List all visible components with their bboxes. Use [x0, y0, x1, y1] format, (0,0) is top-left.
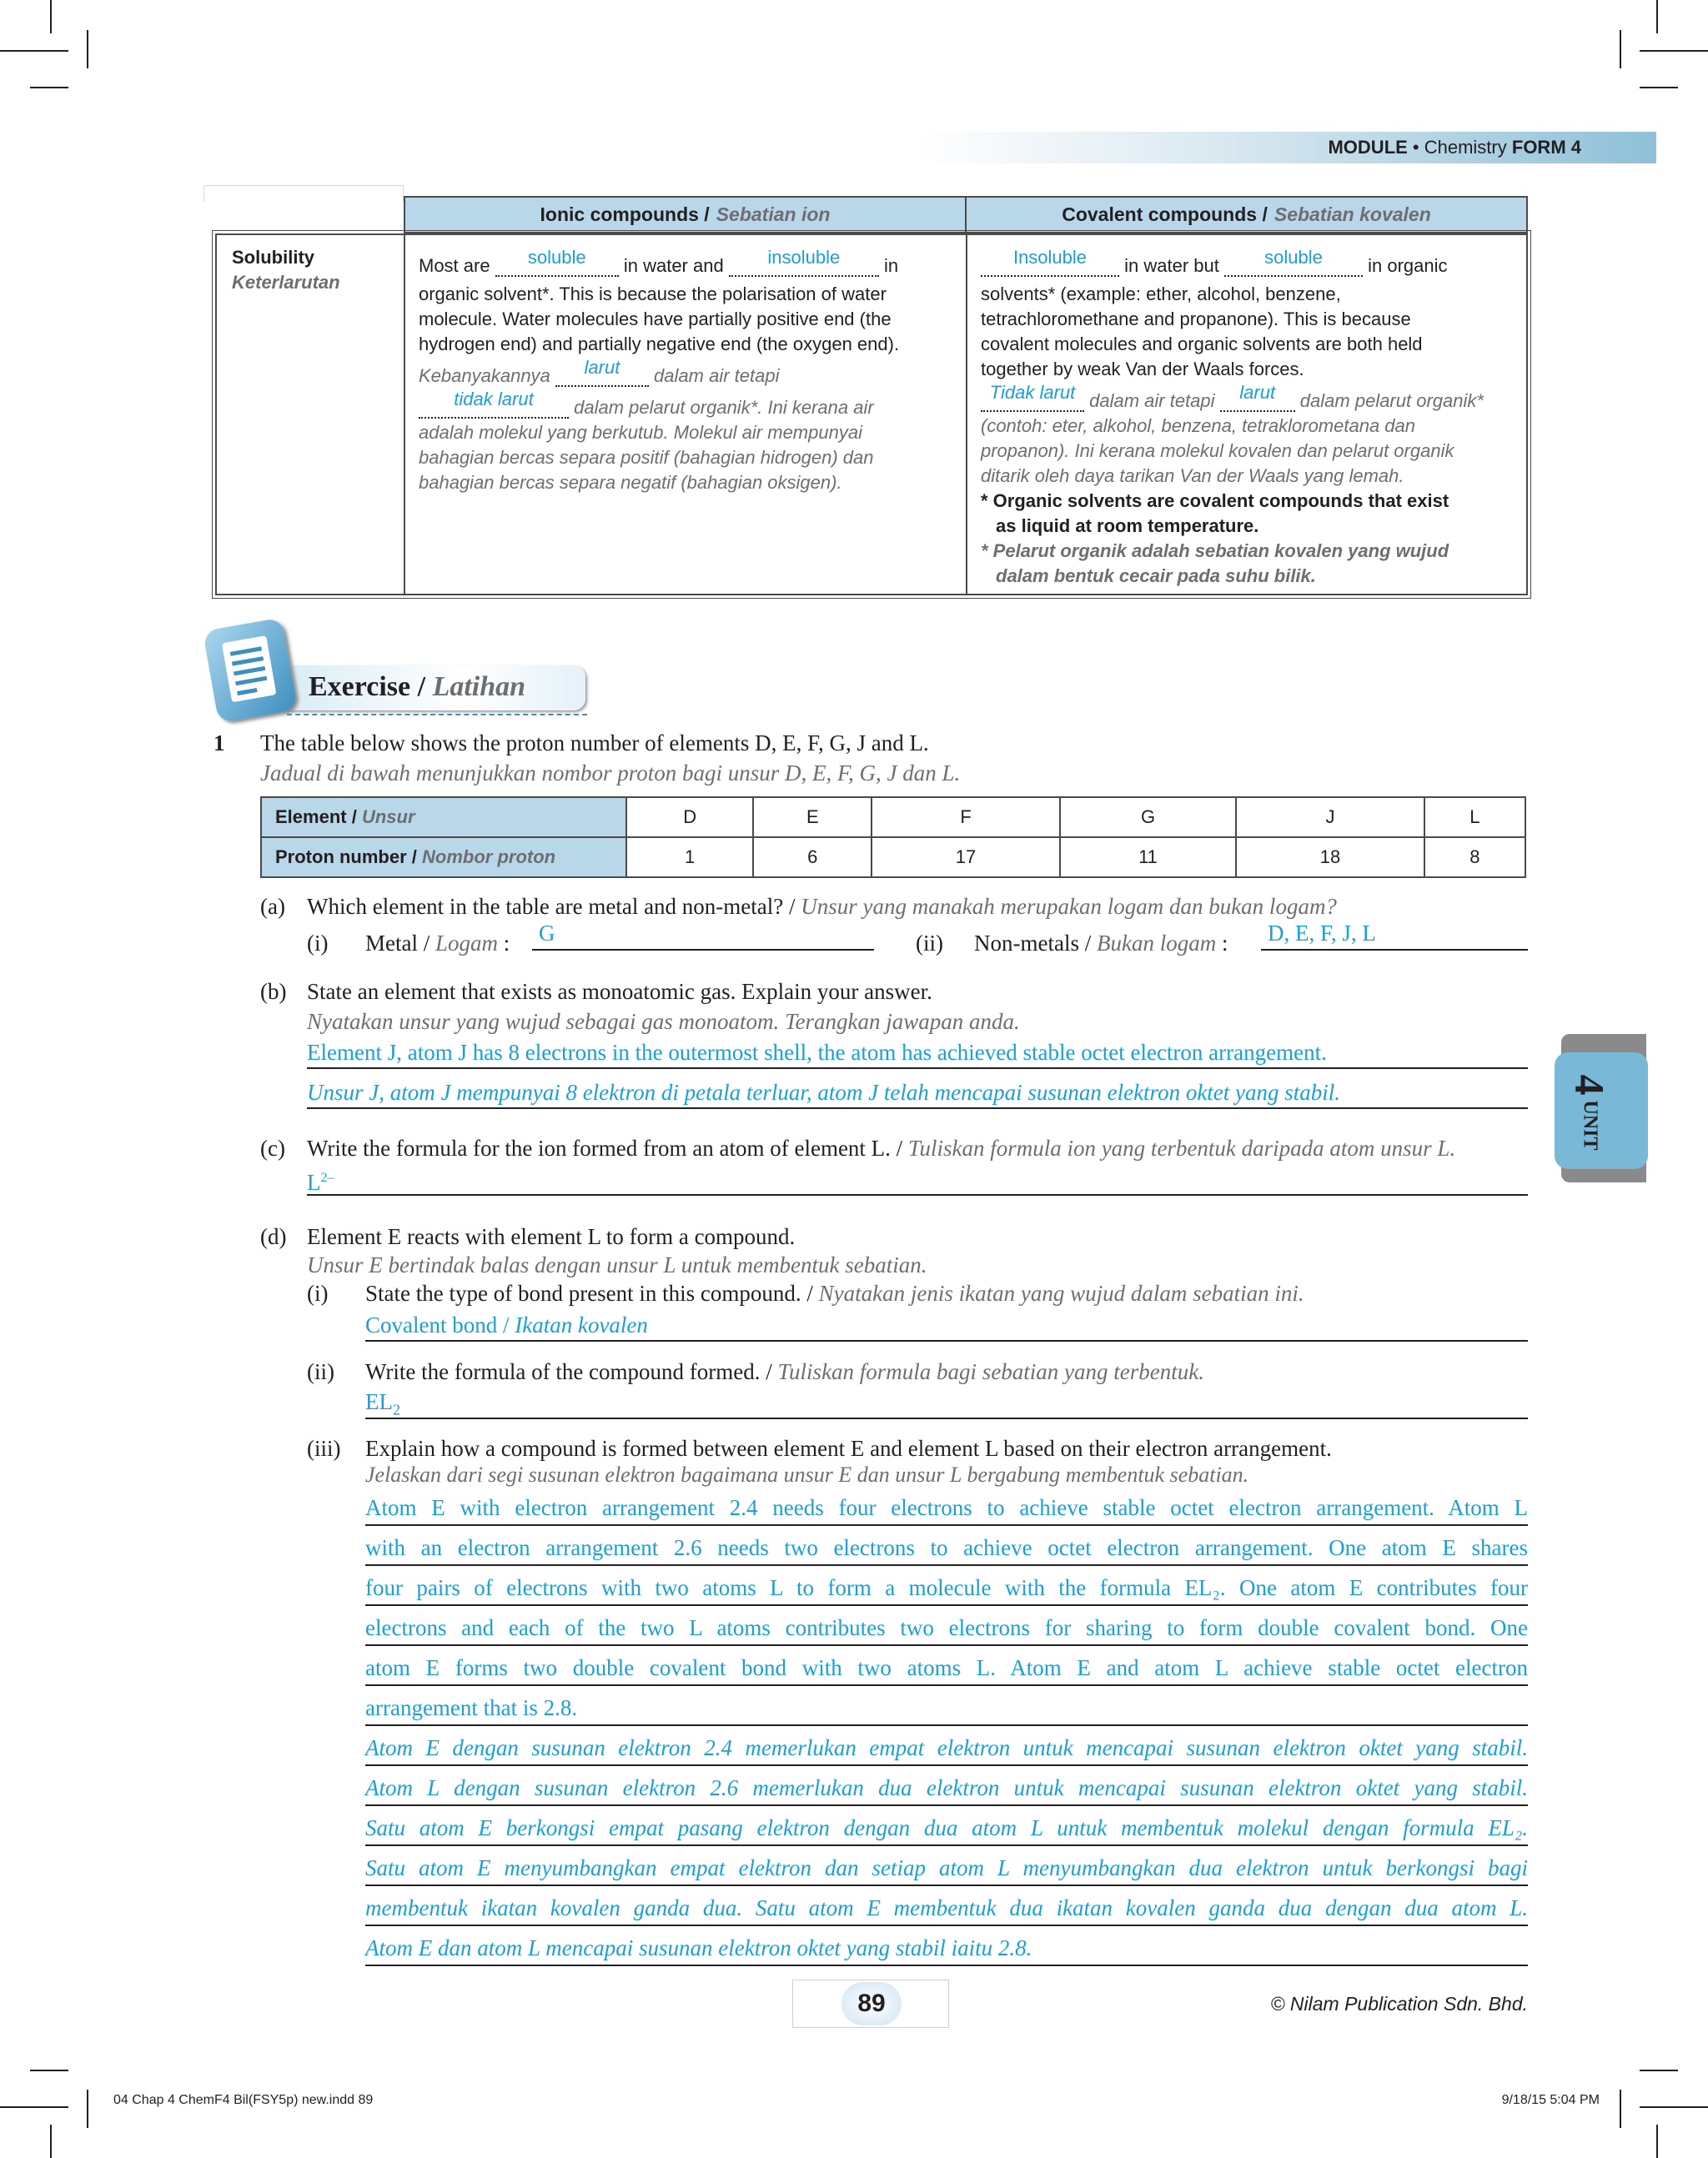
table-cell: G: [1060, 797, 1236, 837]
row-header-element: Element / Unsur: [261, 797, 626, 837]
answer-line: [365, 1604, 1528, 1606]
crop-mark: [1640, 50, 1708, 52]
text-line: bahagian bercas separa positif (bahagian hidrogen) dan: [419, 447, 874, 468]
crop-mark: [30, 87, 68, 88]
answer-line: [365, 1524, 1528, 1526]
table-cell: 11: [1060, 837, 1236, 877]
part-d-i-label: (i): [307, 1281, 329, 1306]
answer-line: [365, 1340, 1528, 1342]
answer-line: [365, 1644, 1528, 1646]
crop-mark: [1640, 87, 1678, 88]
crop-mark: [50, 0, 52, 33]
part-d-ii-question: Write the formula of the compound formed. / Tuliskan formula bagi sebatian yang terbentuk.: [365, 1359, 1205, 1384]
answer-line: [1261, 949, 1528, 951]
table-tab-blank: [203, 185, 404, 202]
iii-answer-ms-line: Atom L dengan susunan elektron 2.6 memerlukan dua elektron untuk mencapai susunan elektron oktet yang stabil.: [365, 1775, 1528, 1800]
table-cell: 8: [1424, 837, 1525, 877]
text-line: tetrachloromethane and propanone). This is because: [981, 309, 1411, 329]
table-cell: 1: [626, 837, 753, 877]
answer-line: [365, 1724, 1528, 1726]
crop-mark: [1620, 2090, 1621, 2128]
iii-answer-line: four pairs of electrons with two atoms L to form a molecule with the formula EL₂. One atom E contributes four: [365, 1575, 1528, 1600]
text-line: adalah molekul yang berkutub. Molekul air mempunyai: [419, 422, 862, 443]
part-a-label: (a): [260, 894, 285, 919]
answer-line: [307, 1067, 1528, 1069]
answer-line: [365, 1418, 1528, 1419]
answer-line: [307, 1107, 1528, 1109]
crop-mark: [0, 50, 68, 52]
text-line: hydrogen end) and partially negative end (the oxygen end).: [419, 334, 900, 354]
part-d-iii-question: Explain how a compound is formed between element E and element L based on their electron arrangement.: [365, 1436, 1332, 1461]
part-d-iii-label: (iii): [307, 1436, 341, 1461]
ionic-ms-line-2: tidak larut dalam pelarut organik*. Ini kerana air: [419, 395, 952, 420]
text-line: covalent molecules and organic solvents are both held: [981, 334, 1423, 354]
table-cell: D: [626, 797, 753, 837]
covalent-line-1: Insoluble in water but soluble in organic: [981, 245, 1513, 279]
answer-line: [365, 1764, 1528, 1766]
crop-mark: [1640, 2070, 1678, 2071]
blank-answer: larut: [555, 367, 649, 387]
table-cell: F: [872, 797, 1059, 837]
header-form: FORM 4: [1511, 137, 1581, 158]
crop-mark: [1656, 0, 1658, 33]
answer-line: [365, 1925, 1528, 1926]
iii-answer-line-last: arrangement that is 2.8.: [365, 1695, 578, 1720]
footnote: as liquid at room temperature.: [996, 515, 1259, 536]
exercise-title: Exercise / Latihan: [309, 671, 526, 702]
iii-answer-ms-line: membentuk ikatan kovalen ganda dua. Satu atom E membentuk dua ikatan kovalen ganda dua dengan dua atom L.: [365, 1895, 1528, 1920]
part-a-question: Which element in the table are metal and non-metal? / Unsur yang manakah merupakan logam dan bukan logam?: [307, 894, 1337, 919]
part-a-ii-text: Non-metals / Bukan logam :: [974, 931, 1228, 956]
crop-mark: [30, 2070, 68, 2071]
table-row: [261, 797, 1525, 837]
blank-answer: insoluble: [729, 257, 879, 277]
part-b-label: (b): [260, 979, 287, 1004]
text-line: ditarik oleh daya tarikan Van der Waals yang lemah.: [981, 465, 1404, 486]
unit-number: 4: [1566, 1074, 1614, 1096]
part-d-ii-answer: $EL_2$: [365, 1389, 400, 1418]
text-line: solvents* (example: ether, alcohol, benzene,: [981, 284, 1341, 304]
table-cell: 17: [872, 837, 1059, 877]
crop-mark: [87, 2090, 88, 2128]
part-d-i-question: State the type of bond present in this compound. / Nyatakan jenis ikatan yang wujud dalam sebatian ini.: [365, 1281, 1304, 1306]
part-c-answer: $L^{2-}$: [307, 1170, 334, 1195]
text-line: bahagian bercas separa negatif (bahagian oksigen).: [419, 472, 842, 493]
page-number: 89: [841, 1982, 902, 2025]
answer-metal: G: [539, 921, 555, 946]
unit-word: UNIT: [1579, 1100, 1601, 1151]
page-number-box: [792, 1980, 949, 2028]
notepad-icon: [203, 618, 298, 724]
blank-answer: larut: [1220, 392, 1295, 412]
part-d-i-answer: Covalent bond / Ikatan kovalen: [365, 1312, 648, 1337]
table-cell: L: [1424, 797, 1525, 837]
blank-answer: soluble: [495, 257, 619, 277]
exercise-divider: [287, 714, 587, 715]
blank-answer: Tidak larut: [981, 392, 1084, 412]
answer-non-metals: D, E, F, J, L: [1268, 921, 1376, 946]
slug-timestamp: 9/18/15 5:04 PM: [1501, 2093, 1600, 2107]
part-c-question: Write the formula for the ion formed from an atom of element L. / Tuliskan formula ion yang terbentuk daripada atom unsur L.: [307, 1136, 1456, 1161]
ionic-ms-line-1: Kebanyakannya larut dalam air tetapi: [419, 357, 780, 386]
part-d-question: Element E reacts with element L to form a compound.: [307, 1224, 796, 1249]
part-d-question-ms: Unsur E bertindak balas dengan unsur L untuk membentuk sebatian.: [307, 1252, 927, 1277]
blank-answer: soluble: [1224, 257, 1363, 277]
solubility-table-header: [404, 196, 1528, 233]
footnote-ms: dalam bentuk cecair pada suhu bilik.: [996, 565, 1316, 586]
iii-answer-line: with an electron arrangement 2.6 needs two electrons to achieve octet electron arrangement. One atom E shares: [365, 1535, 1528, 1560]
question-stem: The table below shows the proton number of elements D, E, F, G, J and L.: [260, 730, 929, 755]
crop-mark: [0, 2106, 68, 2108]
crop-mark: [1640, 2106, 1708, 2108]
header-ionic: Ionic compounds / Sebatian ion: [405, 198, 967, 232]
iii-answer-ms-line-last: Atom E dan atom L mencapai susunan elektron oktet yang stabil iaitu 2.8.: [365, 1935, 1032, 1960]
part-a-i-label: (i): [307, 931, 329, 956]
crop-mark: [1620, 30, 1621, 68]
question-stem-ms: Jadual di bawah menunjukkan nombor proton bagi unsur D, E, F, G, J dan L.: [260, 760, 961, 785]
iii-answer-line: Atom E with electron arrangement 2.4 needs four electrons to achieve stable octet electron arrangement. Atom L: [365, 1495, 1528, 1520]
row-label: [217, 235, 405, 594]
answer-line: [532, 949, 874, 951]
table-cell: 6: [753, 837, 872, 877]
iii-answer-line: atom E forms two double covalent bond with two atoms L. Atom E and atom L achieve stable octet electron: [365, 1655, 1528, 1680]
table-row: [261, 837, 1525, 877]
part-d-ii-label: (ii): [307, 1359, 334, 1384]
table-cell: E: [753, 797, 872, 837]
answer-line: [365, 1684, 1528, 1686]
running-header: [1328, 133, 1581, 162]
header-module: MODULE: [1328, 137, 1408, 158]
text-line: molecule. Water molecules have partially positive end (the: [419, 309, 892, 329]
part-a-ii-label: (ii): [916, 931, 943, 956]
iii-answer-ms-line: Atom E dengan susunan elektron 2.4 memerlukan empat elektron untuk mencapai susunan elektron oktet yang stabil.: [365, 1735, 1528, 1760]
row-label-en: Solubility: [232, 247, 314, 268]
part-d-label: (d): [260, 1224, 287, 1249]
crop-mark: [87, 30, 88, 68]
iii-answer-ms-line: Satu atom E menyumbangkan empat elektron dan setiap atom L menyumbangkan dua elektron untuk berkongsi bagi: [365, 1855, 1528, 1880]
question-number: 1: [214, 730, 225, 755]
answer-line: [365, 1884, 1528, 1886]
answer-line: [365, 1844, 1528, 1846]
row-header-proton: Proton number / Nombor proton: [261, 837, 626, 877]
answer-line: [307, 1194, 1528, 1196]
crop-mark: [1656, 2125, 1658, 2158]
slug-filename: 04 Chap 4 ChemF4 Bil(FSY5p) new.indd 89: [113, 2093, 374, 2107]
blank-answer: Insoluble: [981, 257, 1119, 277]
text-line: together by weak Van der Waals forces.: [981, 359, 1304, 379]
blank-answer: tidak larut: [419, 399, 569, 419]
text-line: organic solvent*. This is because the polarisation of water: [419, 284, 887, 304]
part-c-label: (c): [260, 1136, 285, 1161]
part-a-i-text: Metal / Logam :: [365, 931, 510, 956]
iii-answer-line: electrons and each of the two L atoms contributes two electrons for sharing to form double covalent bond. One: [365, 1615, 1528, 1640]
solubility-table: [215, 233, 1528, 595]
text-line: (contoh: eter, alkohol, benzena, tetraklorometana dan: [981, 415, 1416, 436]
copyright: © Nilam Publication Sdn. Bhd.: [1270, 1993, 1528, 2015]
proton-table: [260, 796, 1526, 878]
table-cell: J: [1236, 797, 1424, 837]
text-line: propanon). Ini kerana molekul kovalen dan pelarut organik: [981, 440, 1454, 461]
unit-tab-label: [1566, 1064, 1620, 1164]
row-label-ms: Keterlarutan: [232, 272, 340, 293]
ionic-cell: [405, 235, 967, 594]
iii-answer-ms-line: Satu atom E berkongsi empat pasang elektron dengan dua atom L untuk membentuk molekul dengan formula EL₂.: [365, 1815, 1528, 1840]
table-cell: 18: [1236, 837, 1424, 877]
part-b-question: State an element that exists as monoatomic gas. Explain your answer.: [307, 979, 932, 1004]
answer-line: [365, 1804, 1528, 1806]
header-covalent: Covalent compounds / Sebatian kovalen: [1062, 203, 1431, 225]
covalent-cell: [967, 235, 1526, 594]
part-d-iii-question-ms: Jelaskan dari segi susunan elektron bagaimana unsur E dan unsur L bergabung membentuk sebatian.: [365, 1463, 1249, 1487]
answer-line: [365, 1564, 1528, 1566]
footnote: * Organic solvents are covalent compounds that exist: [981, 490, 1449, 511]
part-b-answer: Element J, atom J has 8 electrons in the outermost shell, the atom has achieved stable octet electron arrangement.: [307, 1040, 1327, 1065]
part-b-question-ms: Nyatakan unsur yang wujud sebagai gas monoatom. Terangkan jawapan anda.: [307, 1009, 1020, 1034]
answer-line: [365, 1965, 1528, 1966]
part-b-answer-ms: Unsur J, atom J mempunyai 8 elektron di petala terluar, atom J telah mencapai susunan elektron oktet yang stabil.: [307, 1080, 1341, 1105]
covalent-ms-line-1: Tidak larut dalam air tetapi larut dalam pelarut organik*: [981, 389, 1513, 414]
footnote-ms: * Pelarut organik adalah sebatian kovalen yang wujud: [981, 540, 1449, 561]
ionic-line-1: Most are soluble in water and insoluble in: [419, 247, 899, 276]
crop-mark: [50, 2125, 52, 2158]
header-subject: • Chemistry: [1407, 137, 1512, 158]
